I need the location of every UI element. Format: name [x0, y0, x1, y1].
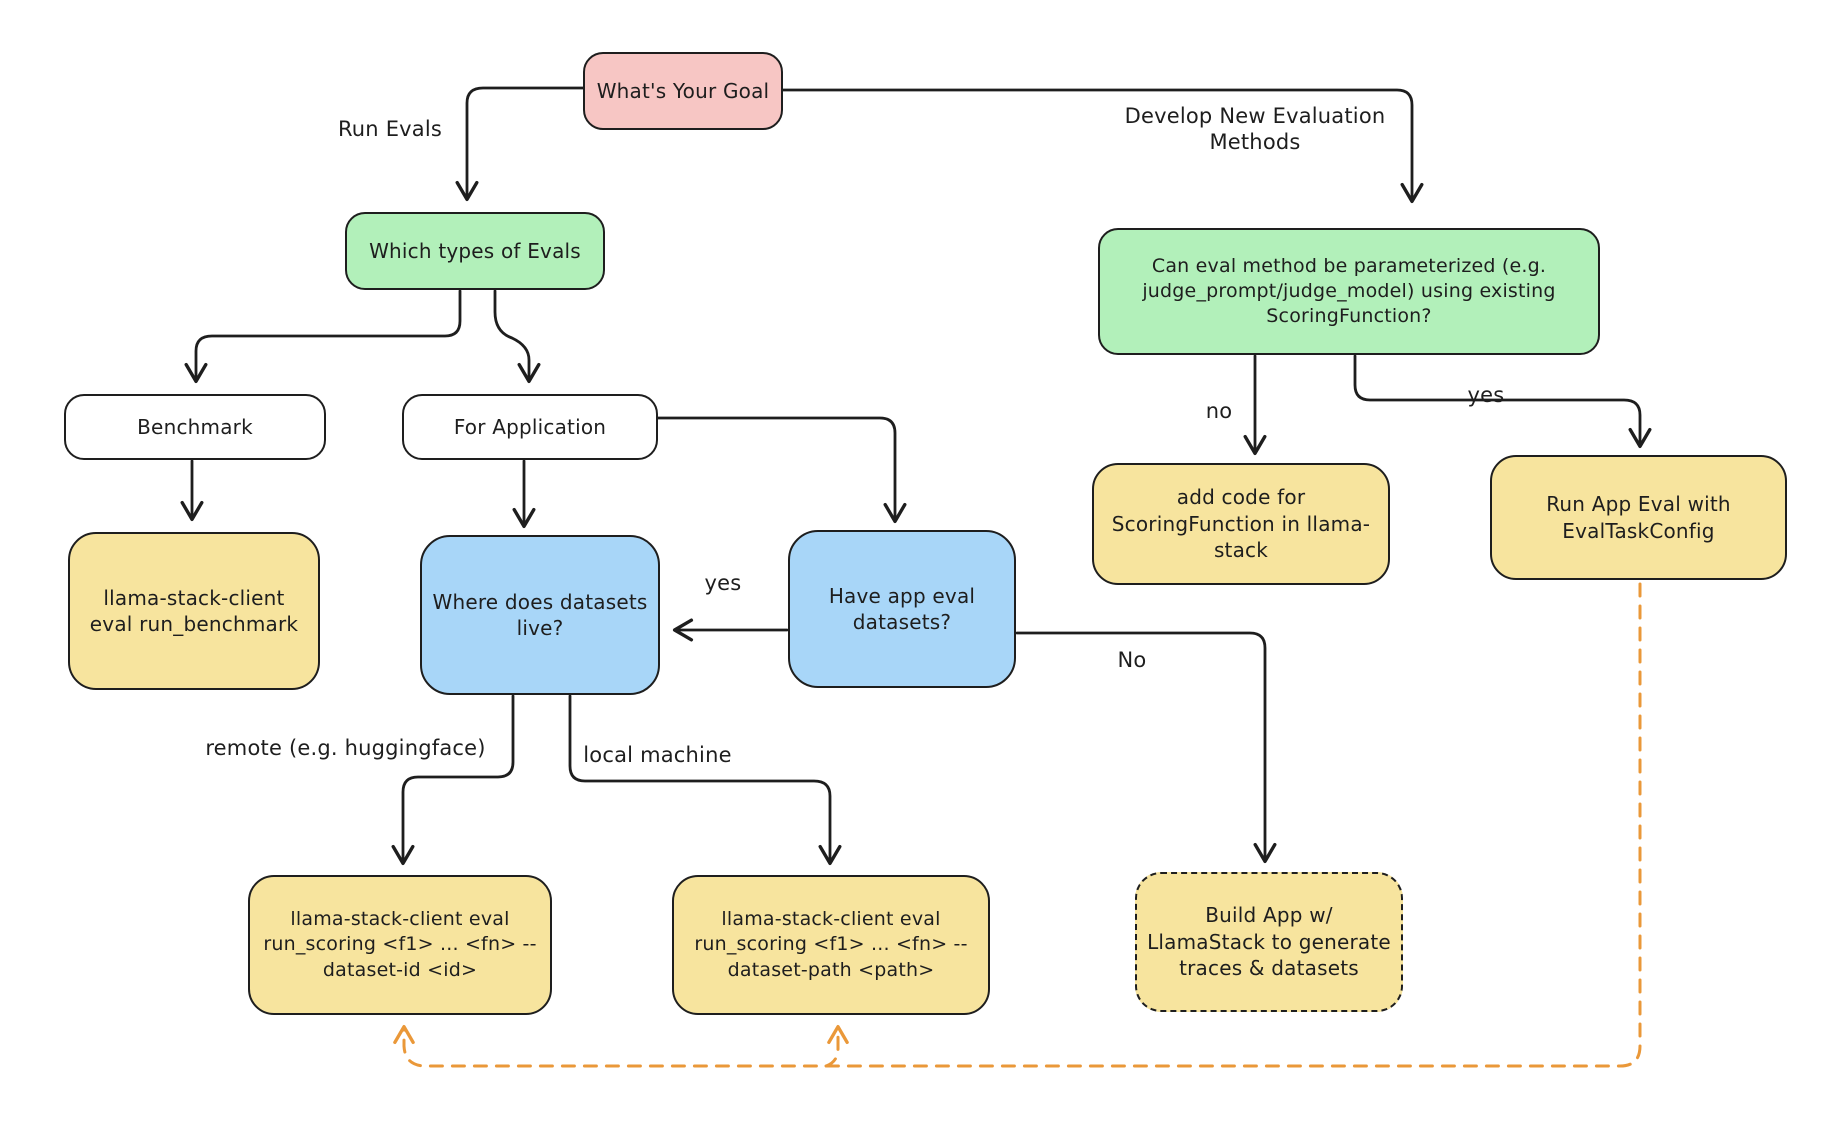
node-run-scoring-dataset-path — [672, 875, 990, 1015]
edge-label-no-have-datasets: No — [1117, 648, 1147, 672]
node-for-application-label: For Application — [453, 414, 607, 439]
edge-label-develop-new-evaluation-methods: Develop New Evaluation Methods — [1124, 104, 1386, 155]
edge-label-yes-parameterized: yes — [1467, 383, 1505, 407]
node-where-does-datasets-live — [420, 535, 660, 695]
connector-which-types-to-for-application — [495, 291, 529, 380]
edge-label-run-evals: Run Evals — [337, 117, 443, 141]
node-run-scoring-dataset-id — [248, 875, 552, 1015]
node-build-app-llamastack — [1135, 872, 1403, 1012]
node-for-application — [402, 394, 658, 460]
connector-where-datasets-to-run-scoring-path — [570, 696, 830, 862]
connector-run-app-eval-dashed-branch — [826, 1028, 838, 1066]
node-run-app-eval-evaltaskconfig — [1490, 455, 1787, 580]
edge-label-local-machine: local machine — [583, 743, 732, 767]
node-have-app-eval-datasets — [788, 530, 1016, 688]
node-can-eval-method-be-parameterized — [1098, 228, 1600, 355]
node-add-code-scoringfunction — [1092, 463, 1390, 585]
connector-where-datasets-to-run-scoring-id — [403, 696, 513, 862]
edge-label-yes-have-datasets: yes — [704, 571, 742, 595]
node-run-app-eval-evaltaskconfig-label: Run App Eval with EvalTaskConfig — [1546, 492, 1731, 543]
node-which-types-of-evals — [345, 212, 605, 290]
edge-label-no-parameterized: no — [1205, 399, 1233, 423]
connector-for-application-to-have-datasets — [658, 418, 895, 520]
node-benchmark — [64, 394, 326, 460]
node-benchmark-label: Benchmark — [137, 414, 253, 439]
node-add-code-scoringfunction-label: add code for ScoringFunction in llama-stack — [1111, 485, 1371, 563]
node-run-scoring-dataset-id-label: llama-stack-client eval run_scoring <f1> ... <fn> --dataset-id <id> — [263, 908, 537, 981]
connector-which-types-to-benchmark — [196, 291, 460, 380]
node-run-benchmark-command-label: llama-stack-client eval run_benchmark — [89, 585, 299, 636]
node-build-app-llamastack-label: Build App w/ LlamaStack to generate traces & datasets — [1147, 903, 1391, 981]
node-whats-your-goal-label: What's Your Goal — [596, 78, 770, 103]
connector-goal-to-which-types — [467, 88, 583, 198]
node-have-app-eval-datasets-label: Have app eval datasets? — [828, 583, 976, 634]
node-which-types-of-evals-label: Which types of Evals — [369, 238, 581, 263]
node-whats-your-goal — [583, 52, 783, 130]
node-run-benchmark-command — [68, 532, 320, 690]
node-where-does-datasets-live-label: Where does datasets live? — [432, 589, 648, 640]
node-can-eval-method-label: Can eval method be parameterized (e.g. judge_prompt/judge_model) using existing ScoringFunction? — [1142, 254, 1556, 328]
edge-label-remote-huggingface: remote (e.g. huggingface) — [205, 736, 486, 760]
node-run-scoring-dataset-path-label: llama-stack-client eval run_scoring <f1> ... <fn> --dataset-path <path> — [694, 908, 968, 981]
